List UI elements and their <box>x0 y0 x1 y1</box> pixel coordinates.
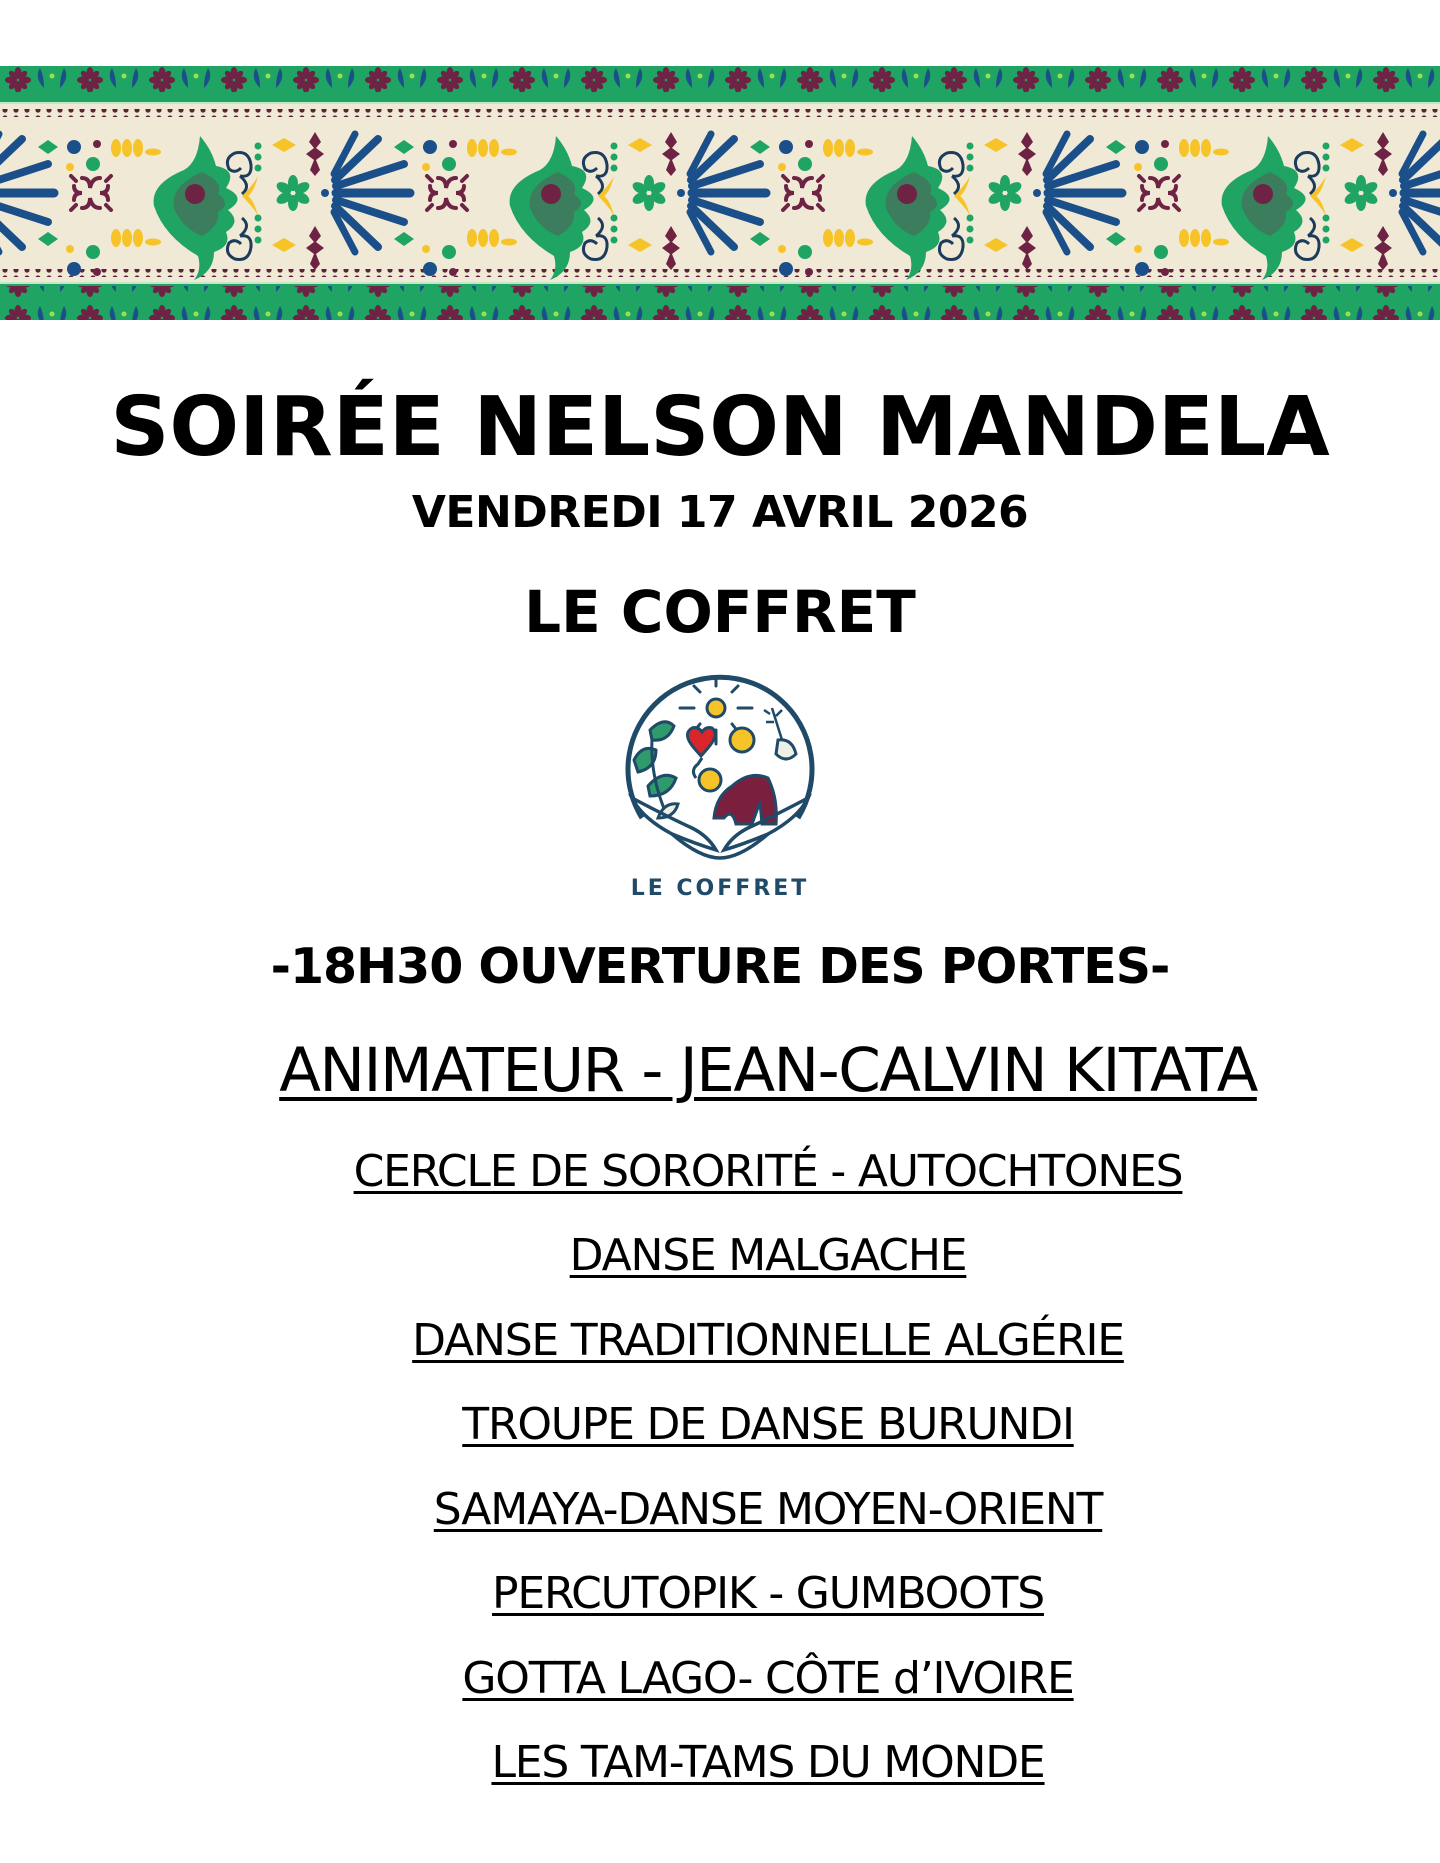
lineup-item-label: DANSE TRADITIONNELLE ALGÉRIE <box>412 1315 1124 1366</box>
lineup-item-label: CERCLE DE SORORITÉ - AUTOCHTONES <box>353 1146 1183 1197</box>
doors-open-time: -18H30 OUVERTURE DES PORTES- <box>270 938 1170 995</box>
lineup-item-label: PERCUTOPIK - GUMBOOTS <box>492 1568 1044 1619</box>
lineup-item <box>0 1653 1440 1704</box>
lineup-item <box>0 1230 1440 1281</box>
lineup-item <box>0 1568 1440 1619</box>
lineup-item-label: SAMAYA-DANSE MOYEN-ORIENT <box>433 1484 1103 1535</box>
lineup-item-label: GOTTA LAGO- CÔTE d’IVOIRE <box>462 1653 1074 1704</box>
lineup-item <box>0 1146 1440 1197</box>
lineup-item-label: LES TAM-TAMS DU MONDE <box>491 1737 1045 1788</box>
lineup-item-label: DANSE MALGACHE <box>569 1230 967 1281</box>
folk-pattern-icon <box>0 66 1440 320</box>
lineup-item <box>0 1399 1440 1450</box>
event-venue: LE COFFRET <box>524 578 916 646</box>
lineup-item <box>0 1737 1440 1788</box>
lineup-item <box>0 1315 1440 1366</box>
lineup-item-label: TROUPE DE DANSE BURUNDI <box>462 1399 1074 1450</box>
le-coffret-logo-icon <box>612 668 828 868</box>
le-coffret-logo <box>612 668 828 908</box>
event-date: VENDREDI 17 AVRIL 2026 <box>411 487 1029 538</box>
lineup-item <box>0 1484 1440 1535</box>
event-title: SOIRÉE NELSON MANDELA <box>110 380 1330 475</box>
decorative-banner <box>0 66 1440 320</box>
host-line <box>0 1035 1440 1106</box>
host-name: ANIMATEUR - JEAN-CALVIN KITATA <box>279 1035 1257 1106</box>
logo-text: LE COFFRET <box>630 876 810 901</box>
